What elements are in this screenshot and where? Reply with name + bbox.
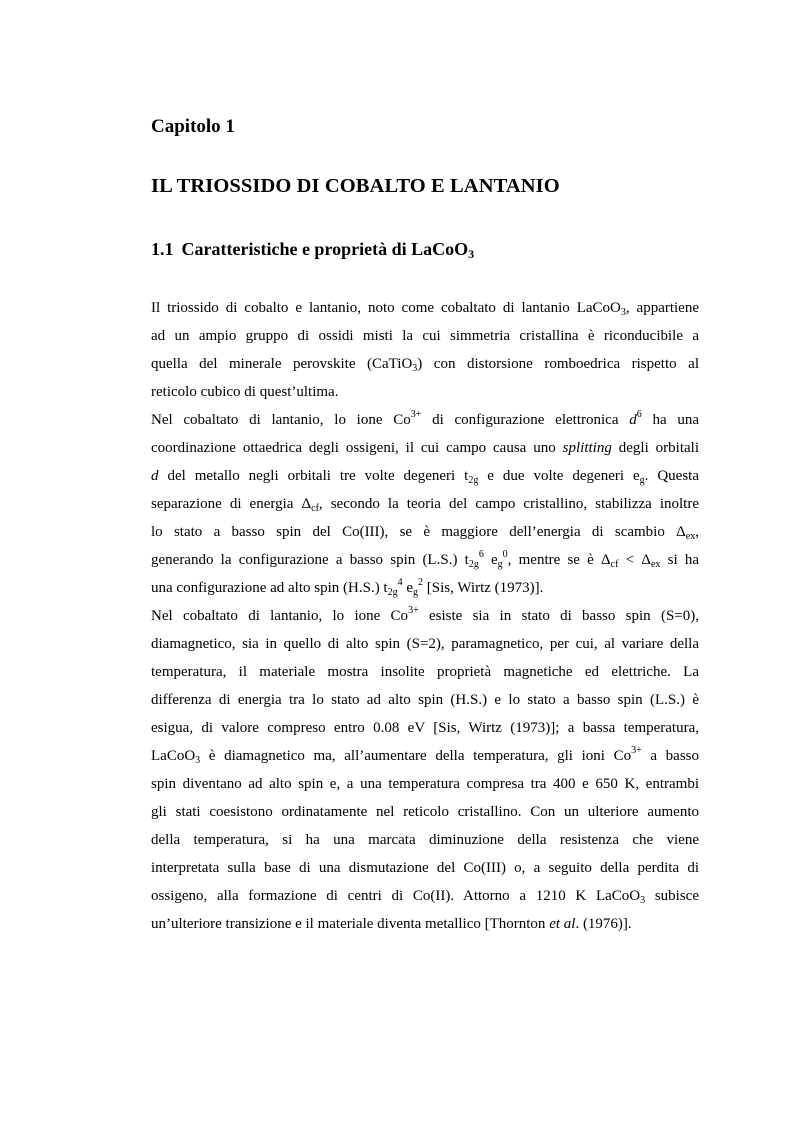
text-line: Il triossido di cobalto e lantanio, noto come cobaltato di lantanio LaCoO$_3$, appartiene (151, 300, 699, 318)
text-line: spin diventano ad alto spin e, a una temperatura compresa tra 400 e 650 K, entrambi (151, 776, 699, 792)
text-line: d del metallo negli orbitali tre volte degeneri $t_{2g}$ e due volte degeneri $e_g$. Questa (151, 468, 699, 486)
text-line: lo stato a basso spin del Co(III), se è maggiore dell’energia di scambio $\Delta_{ex}$, (151, 524, 699, 542)
text-line: ossigeno, alla formazione di centri di Co(II). Attorno a 1210 K LaCoO$_3$ subisce (151, 888, 699, 906)
text-line: esigua, di valore compreso entro 0.08 eV [Sis, Wirtz (1973)]; a bassa temperatura, (151, 720, 699, 736)
text-line: un’ulteriore transizione e il materiale diventa metallico [Thornton et al. (1976)]. (151, 916, 632, 932)
text-line: una configurazione ad alto spin (H.S.) $t_{2g}^4$ $e_g^2$ [Sis, Wirtz (1973)]. (151, 577, 544, 598)
text-line: Nel cobaltato di lantanio, lo ione $Co^{3+}$ di configurazione elettronica $d^6$ ha una (151, 409, 699, 428)
text-line: interpretata sulla base di una dismutazione del Co(III) o, a seguito della perdita di (151, 860, 699, 876)
chapter-title: IL TRIOSSIDO DI COBALTO E LANTANIO (151, 175, 560, 197)
text-line: generando la configurazione a basso spin (L.S.) $t_{2g}^6$ $e_g^0$, mentre se è $\Delta_{cf} < \Delta_{ex}$ si ha (151, 549, 699, 570)
text-line: della temperatura, si ha una marcata diminuzione della resistenza che viene (151, 832, 699, 848)
text-line: differenza di energia tra lo stato ad alto spin (H.S.) e lo stato a basso spin (L.S.) è (151, 692, 699, 708)
text-line: temperatura, il materiale mostra insolite proprietà magnetiche ed elettriche. La (151, 664, 699, 680)
text-line: gli stati coesistono ordinatamente nel reticolo cristallino. Con un ulteriore aumento (151, 804, 699, 820)
text-line: diamagnetico, sia in quello di alto spin (S=2), paramagnetico, per cui, al variare della (151, 636, 699, 652)
text-line: reticolo cubico di quest’ultima. (151, 384, 339, 400)
section-heading-text: Caratteristiche e proprietà di LaCoO (181, 239, 469, 259)
text-line: quella del minerale perovskite (CaTiO$_3$) con distorsione romboedrica rispetto al (151, 356, 699, 374)
section-number: 1.1 (151, 239, 174, 259)
chapter-label: Capitolo 1 (151, 116, 235, 137)
section-heading (151, 239, 474, 260)
text-line: separazione di energia $\Delta_{cf}$, secondo la teoria del campo cristallino, stabilizza inoltre (151, 496, 700, 514)
text-line: Nel cobaltato di lantanio, lo ione $Co^{3+}$ esiste sia in stato di basso spin (S=0), (151, 605, 699, 624)
text-line: coordinazione ottaedrica degli ossigeni, il cui campo causa uno splitting degli orbitali (151, 440, 699, 456)
body-text (151, 294, 699, 938)
text-line: ad un ampio gruppo di ossidi misti la cui simmetria cristallina è riconducibile a (151, 328, 699, 344)
section-heading-subscript: 3 (468, 247, 475, 261)
text-line: LaCoO$_3$ è diamagnetico ma, all’aumentare della temperatura, gli ioni $Co^{3+}$ a basso (151, 745, 699, 766)
